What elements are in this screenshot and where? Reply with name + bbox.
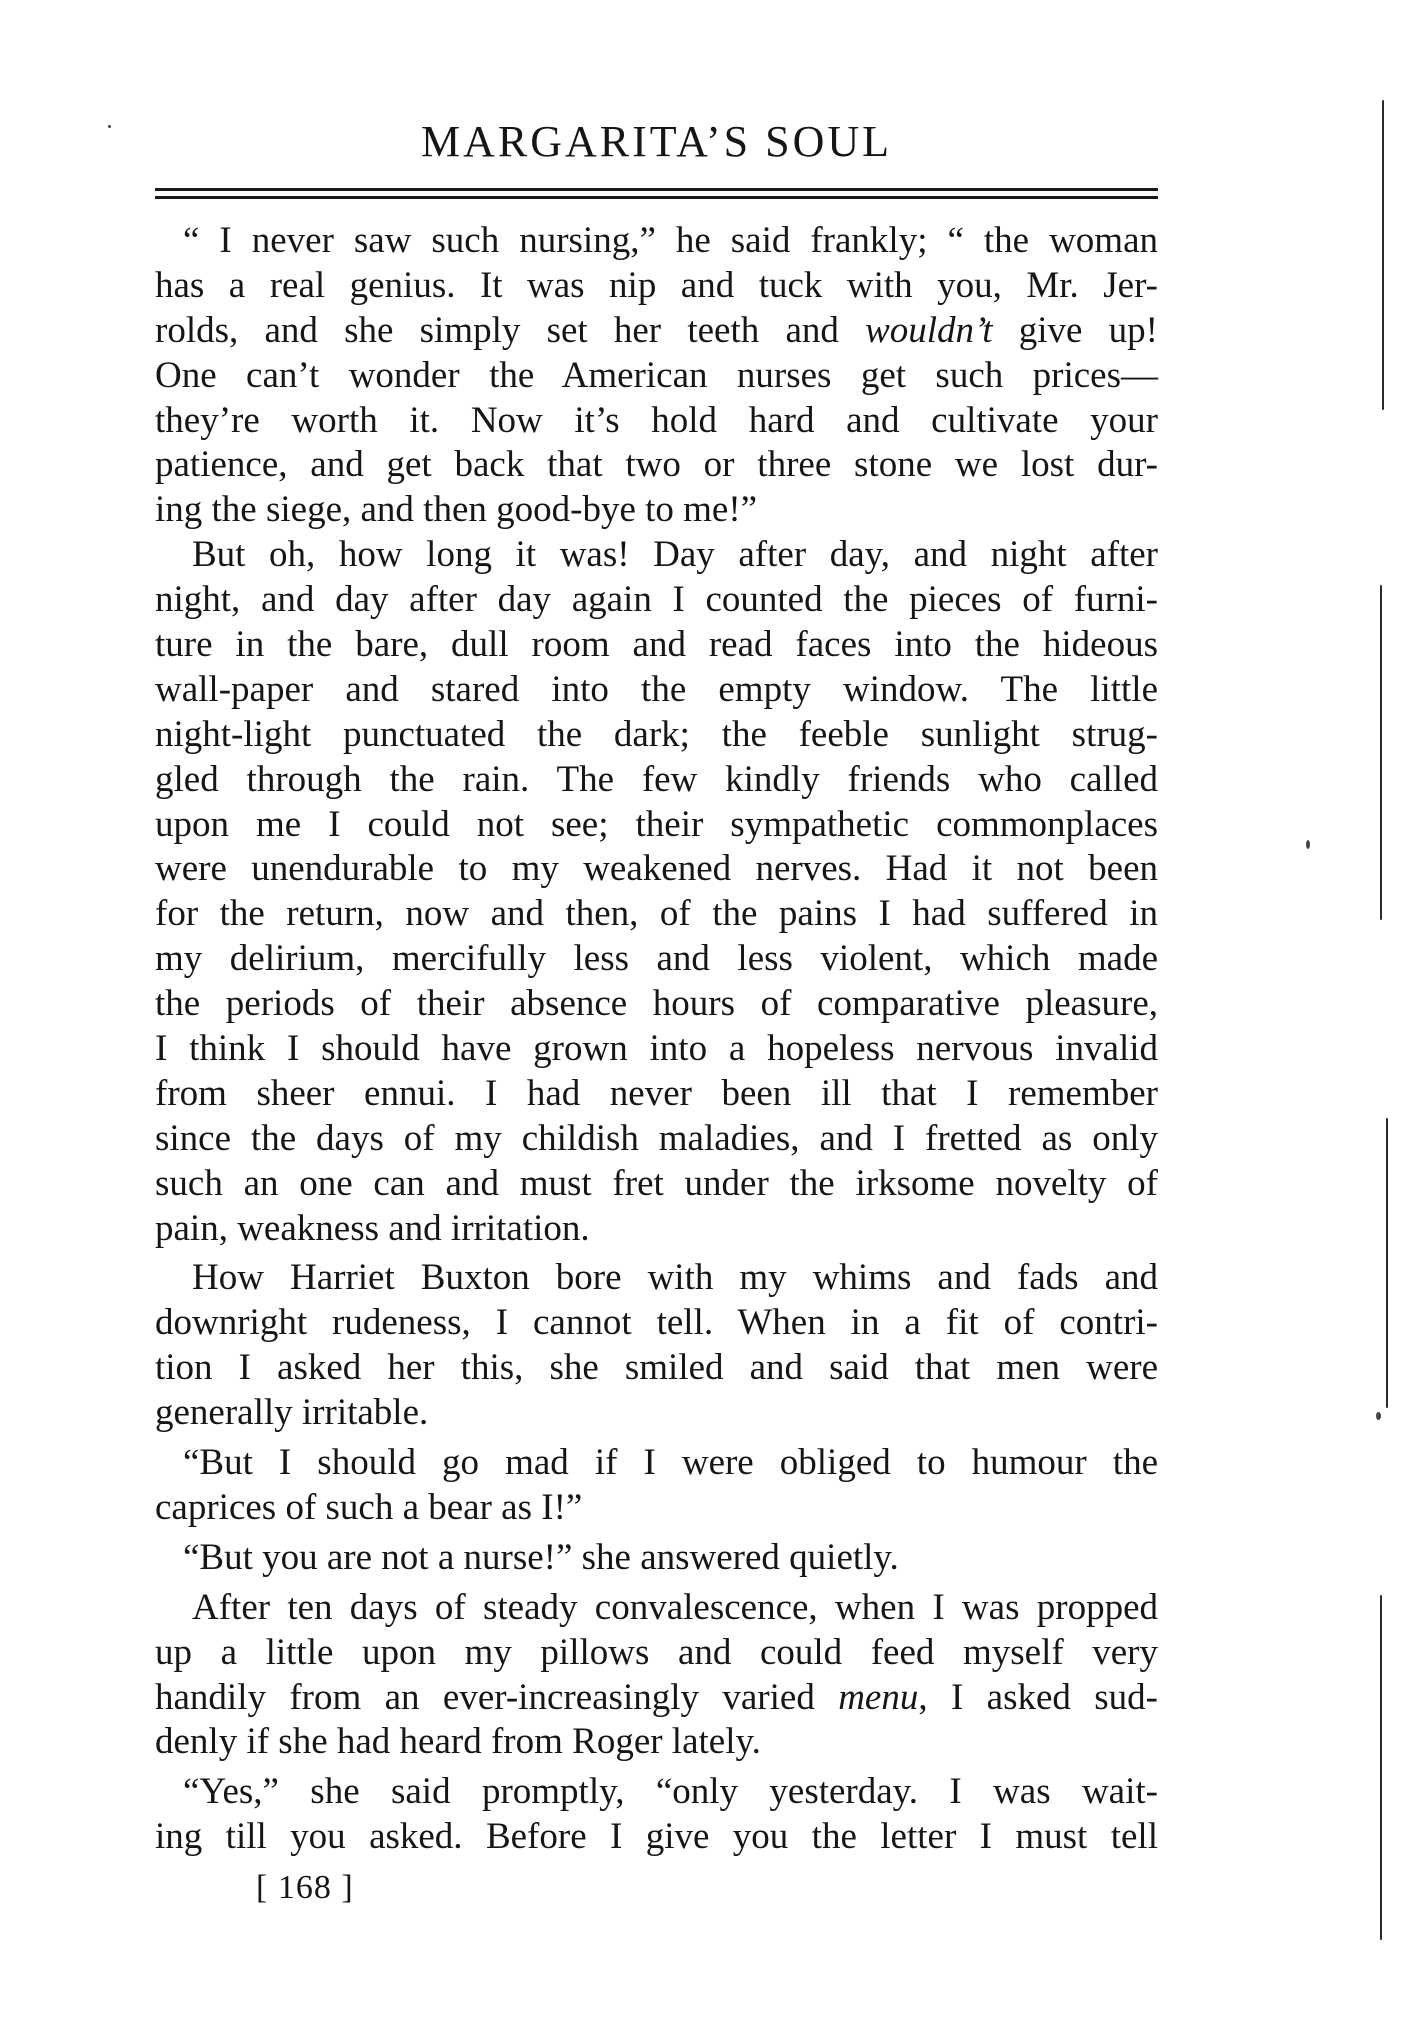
text-line: were unendurable to my weakened nerves. Had it not been	[155, 848, 1158, 890]
italic-word: wouldn’t	[865, 309, 993, 351]
text-line: ing the siege, and then good-bye to me!”	[155, 489, 758, 531]
header-rule-bottom	[155, 196, 1158, 199]
text-line: downright rudeness, I cannot tell. When in a fit of contri-	[155, 1302, 1158, 1344]
body-text	[155, 219, 1158, 1860]
text-line: they’re worth it. Now it’s hold hard and cultivate your	[155, 399, 1158, 441]
paragraph	[155, 1586, 1158, 1766]
paragraph	[155, 1770, 1158, 1860]
text-line: night-light punctuated the dark; the feeble sunlight strug-	[155, 713, 1158, 755]
text-line: ing till you asked. Before I give you the letter I must tell	[155, 1816, 1158, 1858]
text-line: rolds, and she simply set her teeth and wouldn’t give up!	[155, 309, 1159, 351]
text-line: since the days of my childish maladies, and I fretted as only	[155, 1117, 1158, 1159]
text-line: my delirium, mercifully less and less violent, which made	[155, 938, 1158, 980]
text-line: such an one can and must fret under the irksome novelty of	[155, 1162, 1158, 1204]
paragraph	[155, 1441, 1158, 1531]
scan-edge-mark	[1386, 1118, 1388, 1408]
text-line: “Yes,” she said promptly, “only yesterday. I was wait-	[183, 1771, 1158, 1813]
scan-edge-mark	[1380, 585, 1382, 920]
italic-word: menu	[838, 1676, 919, 1718]
paragraph	[155, 533, 1158, 1251]
paragraph	[155, 1256, 1158, 1436]
text-line: “But I should go mad if I were obliged to humour the	[183, 1442, 1158, 1484]
scan-edge-mark	[1382, 100, 1384, 410]
text-line: tion I asked her this, she smiled and said that men were	[155, 1347, 1158, 1389]
text-line: for the return, now and then, of the pains I had suffered in	[155, 893, 1158, 935]
text-line: After ten days of steady convalescence, when I was propped	[192, 1586, 1158, 1628]
text-line: caprices of such a bear as I!”	[155, 1486, 583, 1528]
text-line: “ I never saw such nursing,” he said frankly; “ the woman	[183, 220, 1158, 261]
text-line: wall-paper and stared into the empty window. The little	[155, 668, 1158, 710]
text-line: upon me I could not see; their sympathetic commonplaces	[155, 803, 1158, 845]
text-line: But oh, how long it was! Day after day, and night after	[192, 534, 1158, 576]
text-line: denly if she had heard from Roger lately.	[155, 1721, 761, 1763]
paragraph	[155, 219, 1158, 533]
text-line: pain, weakness and irritation.	[155, 1207, 590, 1249]
text-line: patience, and get back that two or three stone we lost dur-	[155, 444, 1158, 486]
text-line: has a real genius. It was nip and tuck with you, Mr. Jer-	[155, 264, 1158, 306]
text-line: I think I should have grown into a hopeless nervous invalid	[155, 1028, 1158, 1070]
text-line: handily from an ever-increasingly varied menu, I asked sud-	[155, 1676, 1158, 1718]
paragraph	[155, 1536, 1158, 1581]
header-rule-top	[155, 188, 1158, 191]
text-line: One can’t wonder the American nurses get such prices—	[155, 354, 1158, 396]
text-line: How Harriet Buxton bore with my whims and fads and	[192, 1257, 1158, 1299]
text-line: from sheer ennui. I had never been ill that I remember	[155, 1072, 1158, 1114]
scan-speck	[1376, 1412, 1381, 1420]
text-line: ture in the bare, dull room and read faces into the hideous	[155, 624, 1158, 666]
text-line: the periods of their absence hours of comparative pleasure,	[155, 983, 1158, 1025]
scan-speck	[108, 125, 111, 128]
scan-edge-mark	[1380, 1595, 1382, 1940]
text-line: “But you are not a nurse!” she answered quietly.	[183, 1536, 899, 1578]
text-line: generally irritable.	[155, 1392, 429, 1434]
scan-speck	[1306, 840, 1310, 849]
text-line: night, and day after day again I counted the pieces of furni-	[155, 579, 1158, 621]
text-line: up a little upon my pillows and could feed myself very	[155, 1631, 1158, 1673]
running-head: MARGARITA’S SOUL	[420, 117, 893, 166]
text-line: gled through the rain. The few kindly friends who called	[155, 758, 1158, 800]
page-number: [ 168 ]	[256, 1869, 354, 1906]
